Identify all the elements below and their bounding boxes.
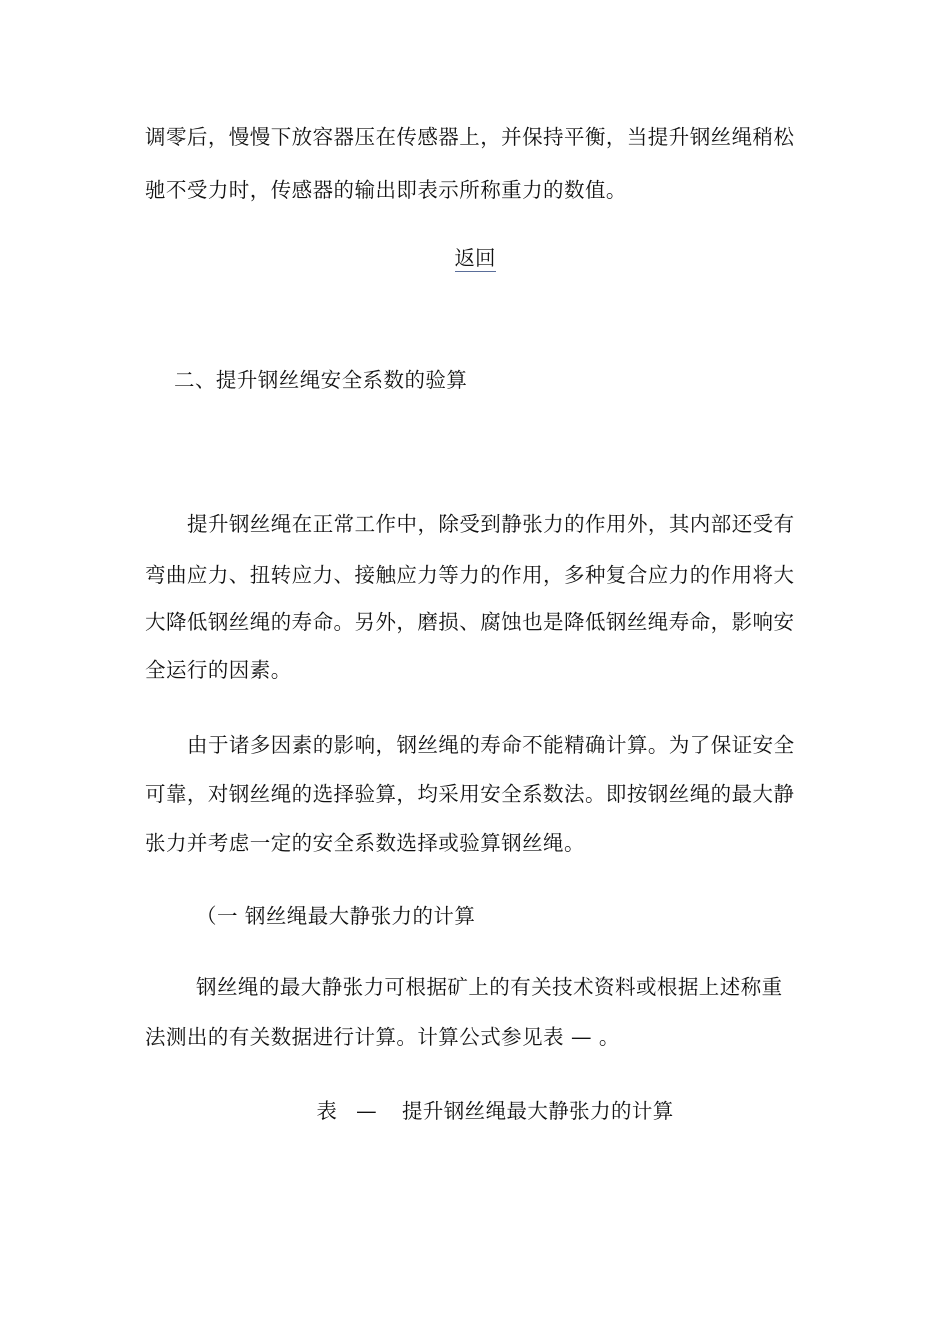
paragraph-line: 由于诸多因素的影响，钢丝绳的寿命不能精确计算。为了保证安全 <box>187 733 795 757</box>
paragraph-line: 可靠，对钢丝绳的选择验算，均采用安全系数法。即按钢丝绳的最大静 <box>145 782 795 806</box>
table-caption-title: 提升钢丝绳最大静张力的计算 <box>401 1099 674 1123</box>
subsection-heading: （一 钢丝绳最大静张力的计算 <box>196 904 476 928</box>
paragraph-line: 钢丝绳的最大静张力可根据矿上的有关技术资料或根据上述称重 <box>196 975 783 999</box>
section-heading: 二、提升钢丝绳安全系数的验算 <box>174 368 468 392</box>
paragraph-line: 全运行的因素。 <box>145 658 292 682</box>
table-caption <box>20 1097 950 1125</box>
table-caption-prefix: 表 <box>316 1099 338 1123</box>
back-link[interactable]: 返回 <box>454 246 496 270</box>
paragraph-line: 调零后，慢慢下放容器压在传感器上，并保持平衡，当提升钢丝绳稍松 <box>145 125 795 149</box>
table-caption-dash: — <box>356 1099 378 1123</box>
paragraph-line: 提升钢丝绳在正常工作中，除受到静张力的作用外，其内部还受有 <box>187 512 795 536</box>
paragraph-line: 法测出的有关数据进行计算。计算公式参见表 — 。 <box>145 1025 620 1049</box>
back-link-row <box>0 244 950 272</box>
paragraph-line: 驰不受力时，传感器的输出即表示所称重力的数值。 <box>145 178 627 202</box>
paragraph-line: 张力并考虑一定的安全系数选择或验算钢丝绳。 <box>145 831 585 855</box>
paragraph-line: 大降低钢丝绳的寿命。另外，磨损、腐蚀也是降低钢丝绳寿命，影响安 <box>145 610 795 634</box>
paragraph-line: 弯曲应力、扭转应力、接触应力等力的作用，多种复合应力的作用将大 <box>145 563 795 587</box>
